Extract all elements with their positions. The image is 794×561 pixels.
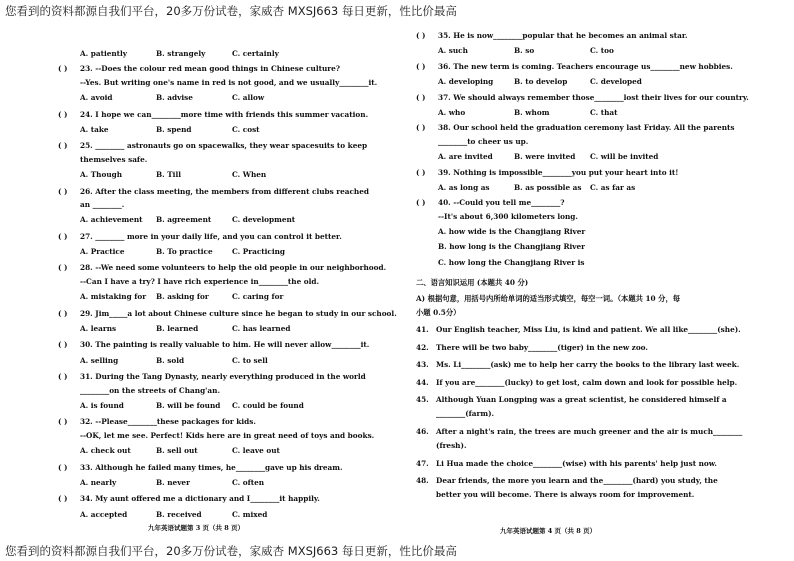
- answer-options: [416, 78, 746, 86]
- answer-options: [58, 479, 388, 487]
- option-label: A. patiently: [80, 49, 128, 58]
- answer-options: [58, 171, 388, 179]
- option-label: A. who: [438, 107, 466, 117]
- question-item: [58, 188, 388, 225]
- bottom-banner: 您看到的资料都源自我们平台，20多万份试卷，家威杏 MXSJ663 每日更新，性比价最高: [5, 544, 457, 558]
- question-item: [58, 464, 388, 488]
- fill-question-item: [416, 326, 746, 334]
- option-label: A. developing: [438, 77, 494, 87]
- question-number: 46.: [416, 426, 429, 436]
- fill-question-text: Li Hua made the choice________(wise) with his parents' help just now.: [436, 458, 717, 468]
- fill-question-text-continued: ________(farm).: [436, 409, 495, 419]
- option-label: C. to sell: [232, 355, 268, 365]
- fill-question-line: [416, 477, 746, 485]
- question-item: [416, 63, 746, 87]
- option-label: A. learns: [80, 324, 117, 334]
- option-label: A. are invited: [438, 152, 493, 162]
- option-label: C. developed: [590, 77, 642, 87]
- answer-bracket: ( ): [58, 462, 68, 472]
- question-stem-continued: themselves safe.: [80, 154, 148, 164]
- answer-options: [58, 126, 388, 134]
- question-number: 42.: [416, 342, 429, 352]
- answer-options: [58, 325, 388, 333]
- question-item: [58, 308, 397, 334]
- top-banner: 您看到的资料都源自我们平台，20多万份试卷，家威杏 MXSJ663 每日更新，性比价最高: [5, 4, 457, 18]
- answer-bracket: ( ): [58, 340, 68, 350]
- question-item: [58, 418, 388, 455]
- option-label: B. sell out: [156, 446, 198, 456]
- option-label: C. often: [232, 477, 265, 487]
- question-item: [416, 92, 749, 118]
- option-label: A. selling: [80, 355, 119, 365]
- answer-options: [58, 511, 388, 519]
- question-item: [58, 65, 388, 102]
- fill-question-text: Although Yuan Longping was a great scientist, he considered himself a: [436, 394, 727, 404]
- section-instruction-continued: 小题 0.5分）: [416, 308, 461, 318]
- question-stem: 31. During the Tang Dynasty, nearly everything produced in the world: [80, 372, 366, 382]
- question-line: [58, 418, 388, 426]
- fill-question-item: [416, 428, 746, 451]
- question-line: [58, 188, 388, 196]
- option-label: A. how wide is the Changjiang River: [438, 227, 586, 237]
- answer-bracket: ( ): [58, 141, 68, 151]
- question-stem-continued: --It's about 6,300 kilometers long.: [438, 211, 578, 221]
- question-line: [58, 233, 388, 241]
- question-number: 48.: [416, 475, 429, 485]
- fill-question-item: [416, 477, 746, 500]
- option-label: A. accepted: [80, 509, 128, 519]
- question-item: [416, 124, 746, 161]
- option-label: C. cost: [232, 124, 260, 134]
- question-stem: 26. After the class meeting, the members from different clubs reached: [80, 186, 369, 196]
- answer-options: [416, 109, 746, 117]
- fill-question-line: [416, 361, 746, 369]
- option-label: A. check out: [80, 446, 131, 456]
- option-label: C. caring for: [232, 292, 284, 302]
- option-label: B. received: [156, 509, 202, 519]
- option-label: A. Though: [80, 170, 123, 180]
- option-label: A. avoid: [80, 93, 113, 103]
- option-label: A. take: [80, 124, 109, 134]
- option-label: A. nearly: [80, 477, 117, 487]
- question-line: [58, 308, 397, 318]
- option-label: A. achievement: [80, 215, 143, 225]
- question-item: [58, 341, 388, 365]
- question-item: [58, 264, 388, 301]
- question-number: 47.: [416, 458, 429, 468]
- fill-question-text-continued: (fresh).: [436, 441, 467, 451]
- right-page-column: [416, 31, 749, 500]
- fill-question-text: Ms. Li________(ask) me to help her carry the books to the library last week.: [436, 360, 740, 370]
- option-label: B. whom: [514, 107, 550, 117]
- question-stem: 40. --Could you tell me________?: [438, 198, 565, 208]
- question-item: [58, 111, 388, 135]
- answer-options: [58, 50, 388, 58]
- question-stem-continued: ________on the streets of Chang'an.: [80, 385, 220, 395]
- question-stem: 32. --Please________these packages for kids.: [80, 417, 256, 427]
- fill-question-text: Our English teacher, Miss Liu, is kind and patient. We all like________(she).: [436, 325, 741, 335]
- fill-question-text-continued: better you will become. There is always room for improvement.: [436, 490, 695, 500]
- fill-question-item: [416, 460, 746, 468]
- question-stem: 30. The painting is really valuable to him. He will never allow________it.: [80, 340, 370, 350]
- option-label: C. mixed: [232, 509, 268, 519]
- fill-question-line: [416, 396, 746, 404]
- answer-bracket: ( ): [416, 123, 426, 133]
- answer-options: [416, 153, 746, 161]
- question-stem: 29. Jim_____a lot about Chinese culture since he began to study in our school.: [80, 308, 397, 318]
- option-label: B. as possible as: [514, 182, 582, 192]
- option-label: C. allow: [232, 93, 265, 103]
- question-stem-continued: --Can I have a try? I have rich experience in________the old.: [80, 276, 320, 286]
- fill-question-text: Dear friends, the more you learn and the________(hard) you study, the: [436, 475, 718, 485]
- option-label: C. Practicing: [232, 247, 286, 257]
- answer-bracket: ( ): [58, 308, 68, 318]
- option-label: B. agreement: [156, 215, 212, 225]
- option-label: A. is found: [80, 400, 124, 410]
- option-label: B. advise: [156, 93, 193, 103]
- question-item: [58, 495, 388, 519]
- option-label: B. to develop: [514, 77, 568, 87]
- answer-options: [58, 402, 388, 410]
- question-line: [58, 495, 388, 503]
- question-stem-continued: --OK, let me see. Perfect! Kids here are in great need of toys and books.: [80, 430, 375, 440]
- option-label: C. as far as: [590, 182, 636, 192]
- question-line: [416, 124, 746, 132]
- option-label: A. mistaking for: [80, 292, 147, 302]
- question-line: [58, 373, 388, 381]
- question-line: [416, 169, 746, 177]
- left-page-column: [58, 48, 397, 519]
- fill-question-text: If you are________(lucky) to get lost, calm down and look for possible help.: [436, 377, 738, 387]
- option-label: B. sold: [156, 355, 185, 365]
- question-stem: 34. My aunt offered me a dictionary and I________it happily.: [80, 494, 320, 504]
- option-label: C. could be found: [232, 400, 304, 410]
- answer-bracket: ( ): [416, 167, 426, 177]
- option-label: B. To practice: [156, 247, 213, 257]
- question-stem: 37. We should always remember those________lost their lives for our country.: [438, 92, 749, 102]
- answer-options: [58, 293, 388, 301]
- option-label: C. When: [232, 170, 267, 180]
- question-item: [416, 199, 746, 267]
- option-label: A. such: [438, 46, 468, 56]
- option-label: B. spend: [156, 124, 192, 134]
- question-stem-continued: ________to cheer us up.: [438, 136, 529, 146]
- right-page-footer: 九年英语试题第 4 页（共 8 页）: [500, 527, 597, 535]
- question-line: [416, 92, 749, 102]
- option-label: B. strangely: [156, 49, 206, 58]
- question-stem-continued: an ________.: [80, 199, 125, 209]
- question-stem: 28. --We need some volunteers to help the old people in our neighborhood.: [80, 263, 387, 273]
- fill-question-text: There will be two baby________(tiger) in the new zoo.: [436, 342, 648, 352]
- question-item: [416, 32, 746, 56]
- fill-question-line: [416, 344, 746, 352]
- answer-bracket: ( ): [416, 61, 426, 71]
- answer-options: [416, 47, 746, 55]
- fill-question-item: [416, 379, 746, 387]
- question-line: [58, 464, 388, 472]
- answer-bracket: ( ): [416, 92, 426, 102]
- option-label: C. how long the Changjiang River is: [438, 257, 585, 267]
- option-label: A. as long as: [438, 182, 490, 192]
- question-stem: 25. ________ astronauts go on spacewalks, they wear spacesuits to keep: [80, 141, 368, 151]
- answer-options: [58, 447, 388, 455]
- answer-bracket: ( ): [58, 494, 68, 504]
- question-stem: 38. Our school held the graduation ceremony last Friday. All the parents: [438, 123, 735, 133]
- answer-bracket: ( ): [58, 263, 68, 273]
- question-stem: 36. The new term is coming. Teachers encourage us________new hobbies.: [438, 61, 733, 71]
- option-label: B. asking for: [156, 292, 209, 302]
- option-label: B. will be found: [156, 400, 221, 410]
- fill-question-text: After a night's rain, the trees are much greener and the air is much________: [436, 426, 743, 436]
- answer-options: [58, 94, 388, 102]
- question-number: 43.: [416, 360, 429, 370]
- fill-question-item: [416, 361, 746, 369]
- option-label: C. will be invited: [590, 152, 659, 162]
- question-stem: 24. I hope we can________more time with friends this summer vacation.: [80, 109, 369, 119]
- left-page-footer: 九年英语试题第 3 页（共 8 页）: [148, 524, 245, 532]
- fill-question-item: [416, 396, 746, 419]
- question-line: [58, 111, 388, 119]
- option-label: C. development: [232, 215, 296, 225]
- question-item: [416, 169, 746, 193]
- option-label: B. never: [156, 477, 190, 487]
- option-label: C. certainly: [232, 49, 279, 58]
- question-stem: 23. --Does the colour red mean good things in Chinese culture?: [80, 64, 341, 74]
- question-number: 45.: [416, 394, 429, 404]
- question-stem: 33. Although he failed many times, he________gave up his dream.: [80, 462, 343, 472]
- answer-options: [58, 216, 388, 224]
- answer-options: [58, 357, 388, 365]
- option-label: B. learned: [156, 324, 199, 334]
- question-stem: 35. He is now________popular that he becomes an animal star.: [438, 31, 688, 40]
- option-label: A. Practice: [80, 247, 125, 257]
- section-instruction: A) 根据句意，用括号内所给单词的适当形式填空，每空一词。（本题共 10 分，每: [416, 293, 681, 303]
- answer-options: [416, 184, 746, 192]
- answer-bracket: ( ): [58, 231, 68, 241]
- answer-bracket: ( ): [416, 198, 426, 208]
- answer-bracket: ( ): [58, 64, 68, 74]
- option-label: B. Till: [156, 170, 181, 180]
- option-label: C. has learned: [232, 324, 291, 334]
- question-item: [58, 373, 388, 410]
- answer-bracket: ( ): [58, 109, 68, 119]
- question-line: [416, 63, 746, 71]
- question-line: [58, 142, 388, 150]
- question-line: [58, 264, 388, 272]
- fill-question-line: [416, 326, 746, 334]
- answer-bracket: ( ): [58, 372, 68, 382]
- question-item: [58, 142, 388, 179]
- question-line: [58, 341, 388, 349]
- section-title: 二、语言知识运用 (本题共 40 分): [416, 278, 529, 288]
- question-stem: 39. Nothing is impossible________you put your heart into it!: [438, 167, 679, 177]
- fill-question-line: [416, 460, 746, 468]
- option-label: B. so: [514, 46, 535, 56]
- question-stem-continued: --Yes. But writing one's name in red is not good, and we usually________it.: [80, 77, 378, 87]
- fill-question-item: [416, 344, 746, 352]
- option-label: B. were invited: [514, 152, 576, 162]
- question-number: 44.: [416, 377, 429, 387]
- option-label: C. that: [590, 107, 618, 117]
- answer-options: [58, 248, 388, 256]
- answer-bracket: ( ): [58, 417, 68, 427]
- option-label: C. too: [590, 46, 614, 56]
- question-line: [416, 199, 746, 207]
- question-item: [58, 233, 388, 257]
- fill-question-line: [416, 428, 746, 436]
- option-label: C. leave out: [232, 446, 280, 456]
- question-line: [416, 32, 746, 40]
- question-line: [58, 65, 388, 73]
- answer-bracket: ( ): [416, 31, 426, 40]
- question-number: 41.: [416, 325, 429, 335]
- fill-question-line: [416, 379, 746, 387]
- option-label: B. how long is the Changjiang River: [438, 242, 586, 252]
- answer-bracket: ( ): [58, 186, 68, 196]
- question-stem: 27. ________ more in your daily life, and you can control it better.: [80, 231, 342, 241]
